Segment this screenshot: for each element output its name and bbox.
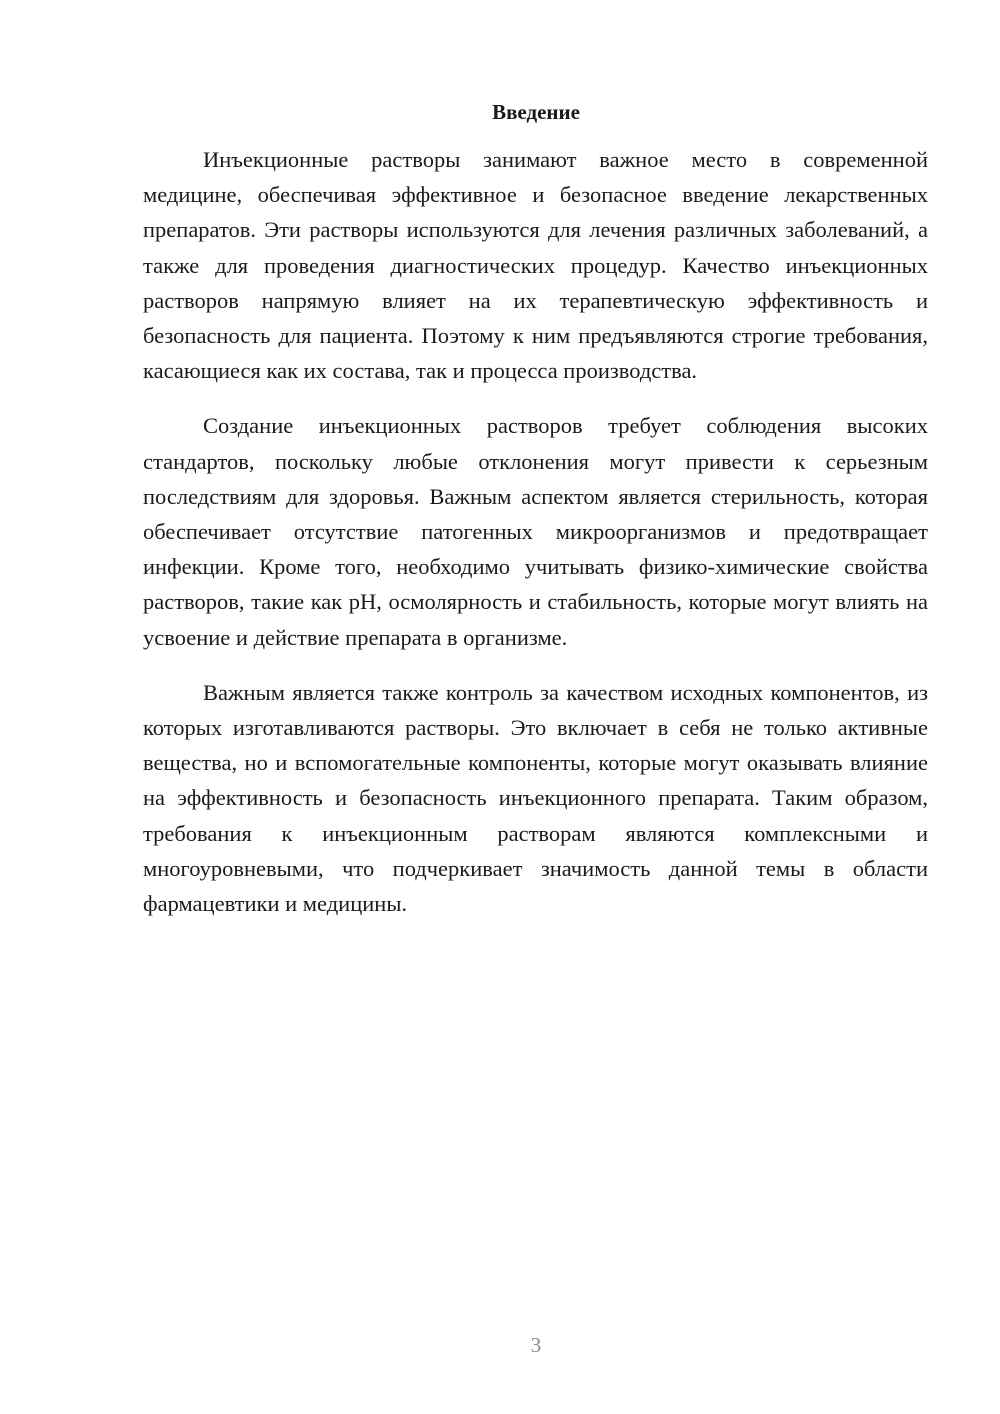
paragraph-1: Инъекционные растворы занимают важное место в современной медицине, обеспечивая эффективное и безопасное введение лекарственных препаратов. Эти растворы используются для лечения различных заболеваний, а также для проведения диагностических процедур. Качество инъекционных растворов напрямую влияет на их терапевтическую эффективность и безопасность для пациента. Поэтому к ним предъявляются строгие требования, касающиеся как их состава, так и процесса производства. xyxy=(143,147,928,384)
page-number: 3 xyxy=(530,1333,542,1357)
body-text xyxy=(143,142,928,941)
paragraph-3: Важным является также контроль за качеством исходных компонентов, из которых изготавливаются растворы. Это включает в себя не только активные вещества, но и вспомогательные компоненты, которые могут оказывать влияние на эффективность и безопасность инъекционного препарата. Таким образом, требования к инъекционным растворам являются комплексными и многоуровневыми, что подчеркивает значимость данной темы в области фармацевтики и медицины. xyxy=(143,679,928,917)
section-title: Введение xyxy=(492,100,580,124)
paragraph-2: Создание инъекционных растворов требует соблюдения высоких стандартов, поскольку любые отклонения могут привести к серьезным последствиям для здоровья. Важным аспектом является стерильность, которая обеспечивает отсутствие патогенных микроорганизмов и предотвращает инфекции. Кроме того, необходимо учитывать физико-химические свойства растворов, такие как pH, осмолярность и стабильность, которые могут влиять на усвоение и действие препарата в организме. xyxy=(143,413,928,650)
